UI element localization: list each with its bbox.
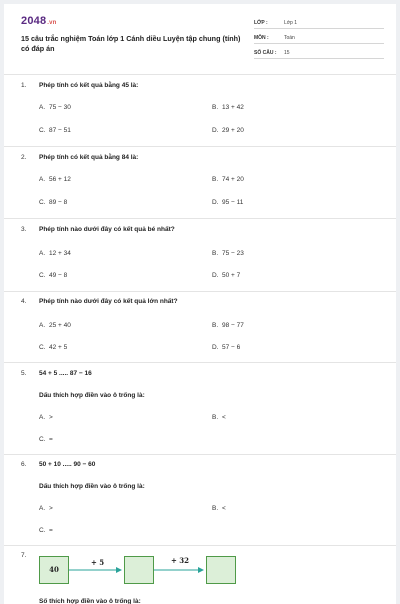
option-c[interactable] [39,436,53,443]
option-text: < [222,505,226,512]
option-b[interactable] [212,322,244,329]
question-number: 3. [21,226,27,233]
question-number: 2. [21,154,27,161]
meta-count [254,48,384,59]
option-letter: A. [39,176,46,183]
option-letter: B. [212,104,219,111]
meta-label: SỐ CÂU : [254,50,277,56]
option-letter: D. [212,199,219,206]
option-letter: D. [212,127,219,134]
option-text: 57 − 6 [222,344,241,351]
option-letter: A. [39,250,46,257]
option-text: 13 + 42 [222,104,244,111]
question-text: 54 + 5 ..... 87 − 16 [39,370,92,377]
meta-value: Lớp 1 [284,20,298,26]
option-c[interactable] [39,344,67,351]
option-letter: B. [212,176,219,183]
option-text: 89 − 8 [49,199,68,206]
option-text: 98 − 77 [222,322,244,329]
option-letter: C. [39,436,46,443]
option-a[interactable] [39,414,53,421]
option-letter: B. [212,414,219,421]
option-a[interactable] [39,104,71,111]
option-b[interactable] [212,104,244,111]
option-b[interactable] [212,176,244,183]
question-divider [4,454,396,455]
option-b[interactable] [212,250,244,257]
question-text: Phép tính nào dưới đây có kết quả bé nhất? [39,226,175,233]
option-letter: A. [39,322,46,329]
meta-label: LỚP : [254,20,268,26]
option-text: 75 − 30 [49,104,71,111]
option-letter: A. [39,505,46,512]
option-a[interactable] [39,505,53,512]
option-text: > [49,505,53,512]
question-text: Phép tính có kết quả bằng 84 là: [39,154,139,161]
question-number: 1. [21,82,27,89]
question-text: Phép tính nào dưới đây có kết quả lớn nhất? [39,298,178,305]
option-text: 95 − 11 [222,199,244,206]
option-letter: C. [39,527,46,534]
question-text: 50 + 10 ..... 90 − 60 [39,461,96,468]
option-letter: C. [39,344,46,351]
arrow-1-label: + 5 [91,558,105,567]
option-text: 75 − 23 [222,250,244,257]
option-letter: D. [212,344,219,351]
option-letter: B. [212,250,219,257]
meta-value: Toán [284,35,295,41]
option-letter: C. [39,127,46,134]
option-b[interactable] [212,505,226,512]
question-subtext: Số thích hợp điền vào ô trống là: [39,598,141,604]
meta-class [254,18,384,29]
arrow-2-label: + 32 [171,556,190,565]
meta-label: MÔN : [254,35,269,41]
question-divider [4,146,396,147]
blank-box-1[interactable] [124,556,154,584]
option-text: = [49,527,53,534]
option-text: 42 + 5 [49,344,68,351]
option-d[interactable] [212,127,244,134]
option-text: 56 + 12 [49,176,71,183]
option-a[interactable] [39,250,71,257]
option-letter: D. [212,272,219,279]
option-text: 49 − 8 [49,272,68,279]
option-a[interactable] [39,176,71,183]
option-text: > [49,414,53,421]
option-text: 87 − 51 [49,127,71,134]
question-divider [4,362,396,363]
logo-text: 2048 [21,15,47,27]
question-number: 4. [21,298,27,305]
logo-tld: .vn [47,20,57,26]
option-text: < [222,414,226,421]
question-divider [4,291,396,292]
option-d[interactable] [212,344,240,351]
option-text: 29 + 20 [222,127,244,134]
option-letter: C. [39,199,46,206]
option-b[interactable] [212,414,226,421]
question-text: Phép tính có kết quả bằng 45 là: [39,82,139,89]
blank-box-2[interactable] [206,556,236,584]
option-c[interactable] [39,127,71,134]
option-c[interactable] [39,199,67,206]
question-subtext: Dấu thích hợp điền vào ô trống là: [39,483,145,490]
option-c[interactable] [39,272,67,279]
question-number: 5. [21,370,27,377]
option-letter: B. [212,505,219,512]
page-title: 15 câu trắc nghiệm Toán lớp 1 Cánh diều Luyện tập chung (tính) có đáp án [21,34,241,53]
option-text: = [49,436,53,443]
option-letter: A. [39,104,46,111]
option-letter: A. [39,414,46,421]
meta-value: 15 [284,50,290,56]
start-box: 40 [39,556,69,584]
option-text: 25 + 40 [49,322,71,329]
option-letter: B. [212,322,219,329]
option-a[interactable] [39,322,71,329]
question-divider [4,218,396,219]
option-letter: C. [39,272,46,279]
question-subtext: Dấu thích hợp điền vào ô trống là: [39,392,145,399]
header-divider [4,74,396,75]
worksheet-header [4,4,396,76]
calc-chain-diagram [39,551,249,591]
option-d[interactable] [212,272,240,279]
option-text: 74 + 20 [222,176,244,183]
option-c[interactable] [39,527,53,534]
option-text: 50 + 7 [222,272,241,279]
question-divider [4,545,396,546]
option-d[interactable] [212,199,243,206]
option-text: 12 + 34 [49,250,71,257]
question-number: 6. [21,461,27,468]
meta-subject [254,33,384,44]
site-logo[interactable] [21,15,57,27]
question-number: 7. [21,552,27,559]
worksheet-page [4,4,396,604]
